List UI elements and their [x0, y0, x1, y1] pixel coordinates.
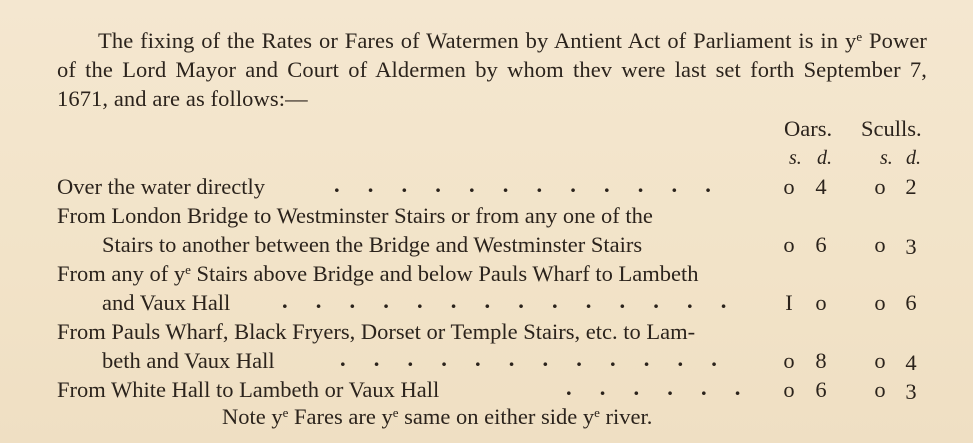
fare-row-2-sculls-s: o	[874, 232, 886, 257]
note-superscript-a: e	[282, 405, 289, 420]
fare-row-3-text-a: From any of y	[57, 261, 186, 286]
fare-row-1-sculls-s: o	[874, 174, 886, 199]
fare-row-5-label: From White Hall to Lambeth or Vaux Hall	[57, 377, 440, 402]
fare-row-1-leader: . . . . . . . . . . . .	[334, 172, 711, 197]
sculls-header: Sculls.	[861, 116, 922, 141]
intro-indent	[57, 28, 98, 53]
fare-row-4-sculls-d: 4	[905, 350, 917, 375]
intro-paragraph	[57, 22, 927, 113]
fare-row-4-label-line1: From Pauls Wharf, Black Fryers, Dorset or Temple Stairs, etc. to Lam-	[57, 319, 696, 344]
fare-row-3-leader: . . . . . . . . . . . . . .	[282, 288, 727, 313]
fare-row-2-oars-d: 6	[815, 232, 827, 257]
fare-row-2-oars-s: o	[783, 232, 795, 257]
note-superscript-c: e	[594, 405, 600, 420]
fare-row-1-oars-d: 4	[815, 174, 827, 199]
sculls-shillings-header: s.	[880, 147, 893, 169]
fare-row-4-sculls-s: o	[874, 348, 886, 373]
fare-row-3-text-b: Stairs above Bridge and below Pauls Wharf to Lambeth	[190, 261, 699, 286]
oars-shillings-header: s.	[789, 147, 802, 169]
oars-header: Oars.	[784, 116, 833, 141]
fare-row-2-label-line2: Stairs to another between the Bridge and Westminster Stairs	[102, 232, 643, 257]
fare-row-4-oars-d: 8	[815, 348, 827, 373]
sculls-pence-header: d.	[906, 147, 921, 169]
fare-row-2-sculls-d: 3	[905, 234, 917, 259]
fare-row-3-label-line1	[57, 261, 699, 287]
fare-row-3-superscript: e	[185, 262, 191, 277]
intro-text-part2: Power of the Lord Mayor and Court of Aldermen by whom thev were last set forth September 7, 1671, and are as follows:—	[57, 28, 928, 111]
fare-row-5-oars-s: o	[783, 377, 795, 402]
fare-row-4-oars-s: o	[783, 348, 795, 373]
fare-row-5-leader: . . . . . .	[566, 375, 741, 400]
note-text-d: river.	[599, 404, 653, 429]
fare-row-3-sculls-d: 6	[905, 290, 917, 315]
fare-row-5-sculls-d: 3	[905, 379, 917, 404]
fare-row-1-oars-s: o	[783, 174, 795, 199]
fare-row-2-label-line1: From London Bridge to Westminster Stairs or from any one of the	[57, 203, 653, 228]
intro-superscript: e	[856, 29, 863, 44]
fare-row-5-sculls-s: o	[874, 377, 886, 402]
fare-row-3-label-line2: and Vaux Hall	[102, 290, 231, 315]
oars-pence-header: d.	[817, 147, 832, 169]
intro-text-part1: The fixing of the Rates or Fares of Watermen by Antient Act of Parliament is in y	[98, 28, 857, 53]
note-text-c: same on either side y	[398, 404, 595, 429]
note-superscript-b: e	[392, 405, 399, 420]
fare-row-3-oars-s: I	[785, 290, 793, 315]
fare-row-3-oars-d: o	[815, 290, 827, 315]
fares-note	[222, 404, 652, 430]
fare-row-5-oars-d: 6	[815, 377, 827, 402]
note-text-a: Note y	[222, 404, 283, 429]
fare-row-4-label-line2: beth and Vaux Hall	[102, 348, 275, 373]
fare-row-1-label: Over the water directly	[57, 174, 266, 199]
fare-row-3-sculls-s: o	[874, 290, 886, 315]
fare-row-4-leader: . . . . . . . . . . . .	[340, 346, 717, 371]
note-text-b: Fares are y	[288, 404, 393, 429]
fare-row-1-sculls-d: 2	[905, 174, 917, 199]
